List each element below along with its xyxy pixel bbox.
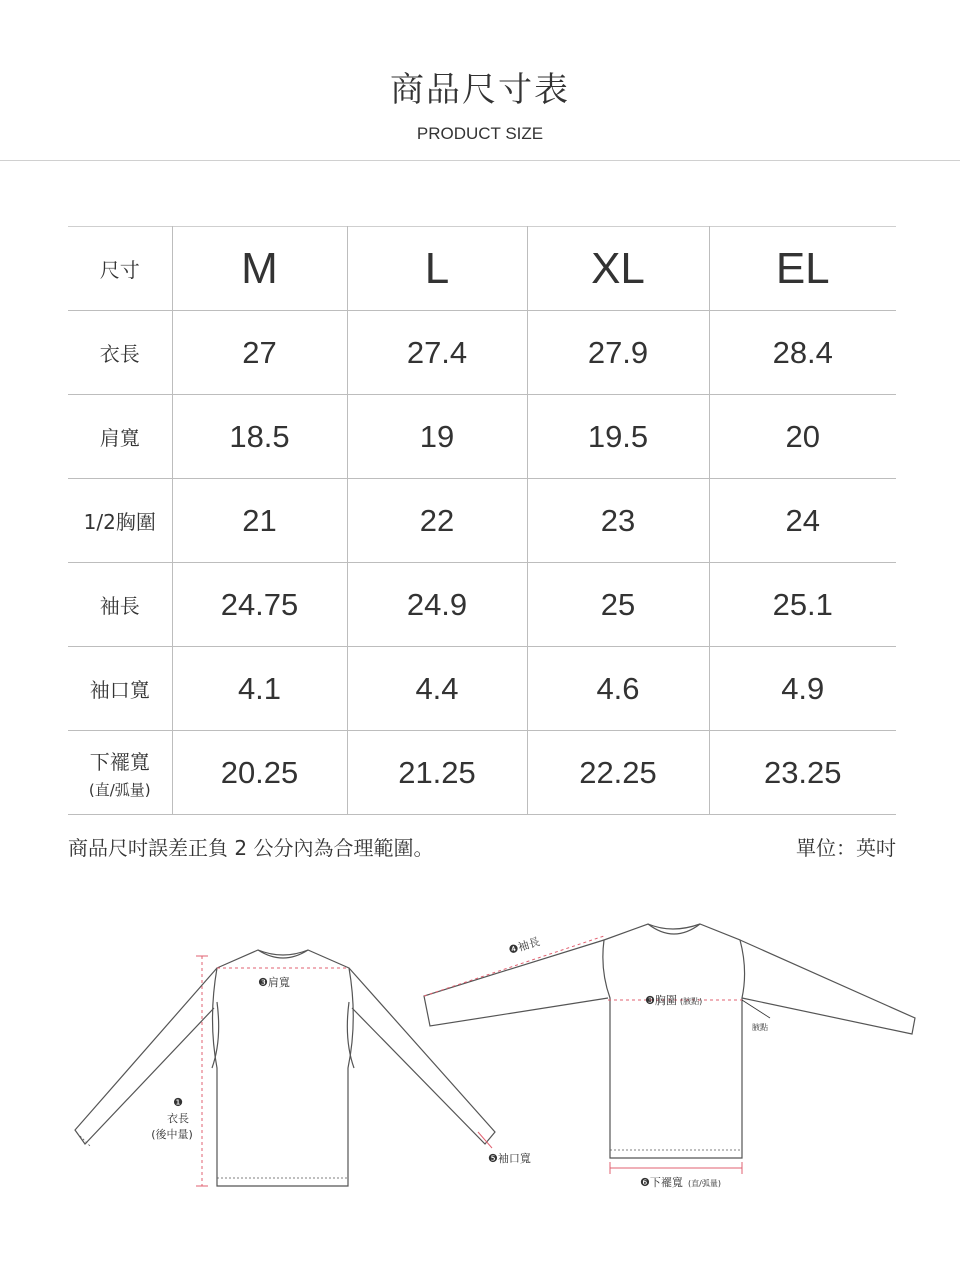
table-row: [68, 563, 896, 647]
shoulder-label: ❸肩寬: [258, 976, 290, 989]
size-l: L: [347, 227, 527, 311]
size-el: EL: [709, 227, 896, 311]
measure-lines-back: [196, 956, 492, 1186]
table-cell: 23.25: [709, 731, 896, 815]
chest-sub-label: (腋點): [680, 997, 703, 1006]
cuff-label: ❺袖口寬: [488, 1152, 531, 1165]
table-cell: 28.4: [709, 311, 896, 395]
table-cell: 19: [347, 395, 527, 479]
row-label: [68, 731, 172, 815]
table-row: [68, 395, 896, 479]
divider: [0, 160, 960, 161]
table-cell: 27: [172, 311, 347, 395]
size-header-row: [68, 227, 896, 311]
shirt-front-outline: [424, 924, 915, 1158]
table-cell: 22.25: [527, 731, 709, 815]
table-cell: 20.25: [172, 731, 347, 815]
row-label: 肩寬: [68, 395, 172, 479]
row-label: 袖口寬: [68, 647, 172, 731]
size-xl: XL: [527, 227, 709, 311]
table-cell: 4.9: [709, 647, 896, 731]
tolerance-note: 商品尺吋誤差正負 2 公分內為合理範圍。: [68, 836, 434, 860]
table-cell: 24: [709, 479, 896, 563]
row-label: 1/2胸圍: [68, 479, 172, 563]
table-cell: 19.5: [527, 395, 709, 479]
table-cell: 25.1: [709, 563, 896, 647]
table-cell: 20: [709, 395, 896, 479]
length-number: ❶: [173, 1096, 183, 1109]
page-subtitle: PRODUCT SIZE: [416, 124, 544, 143]
corner-label: 尺寸: [68, 227, 172, 311]
table-cell: 23: [527, 479, 709, 563]
table-row: [68, 311, 896, 395]
measure-lines-front: [424, 936, 742, 1174]
row-label: 衣長: [68, 311, 172, 395]
table-cell: 24.9: [347, 563, 527, 647]
armpit-label: 腋點: [752, 1023, 768, 1032]
table-cell: 21.25: [347, 731, 527, 815]
table-cell: 4.6: [527, 647, 709, 731]
row-label-main: 下襬寬: [89, 749, 150, 774]
table-row: [68, 479, 896, 563]
sleeve-label: ❹袖長: [507, 935, 542, 957]
table-cell: 4.1: [172, 647, 347, 731]
table-cell: 18.5: [172, 395, 347, 479]
length-label: 衣長: [167, 1112, 189, 1125]
length-sub-label: (後中量): [151, 1128, 193, 1141]
table-cell: 21: [172, 479, 347, 563]
table-cell: 25: [527, 563, 709, 647]
unit-note: 單位：英吋: [796, 836, 896, 860]
measurement-diagram: [0, 900, 960, 1220]
table-row: [68, 647, 896, 731]
table-cell: 27.9: [527, 311, 709, 395]
hem-label: ❻下襬寬: [640, 1176, 683, 1189]
chest-label: ❸胸圍: [645, 994, 677, 1007]
page-title: 商品尺寸表: [390, 70, 570, 110]
table-cell: 22: [347, 479, 527, 563]
hem-sub-label: (直/弧量): [688, 1179, 721, 1188]
table-cell: 27.4: [347, 311, 527, 395]
table-cell: 24.75: [172, 563, 347, 647]
table-cell: 4.4: [347, 647, 527, 731]
row-label: 袖長: [68, 563, 172, 647]
size-table: [68, 226, 896, 815]
row-label-sub: (直/弧量): [88, 780, 151, 799]
size-m: M: [172, 227, 347, 311]
table-row: [68, 731, 896, 815]
